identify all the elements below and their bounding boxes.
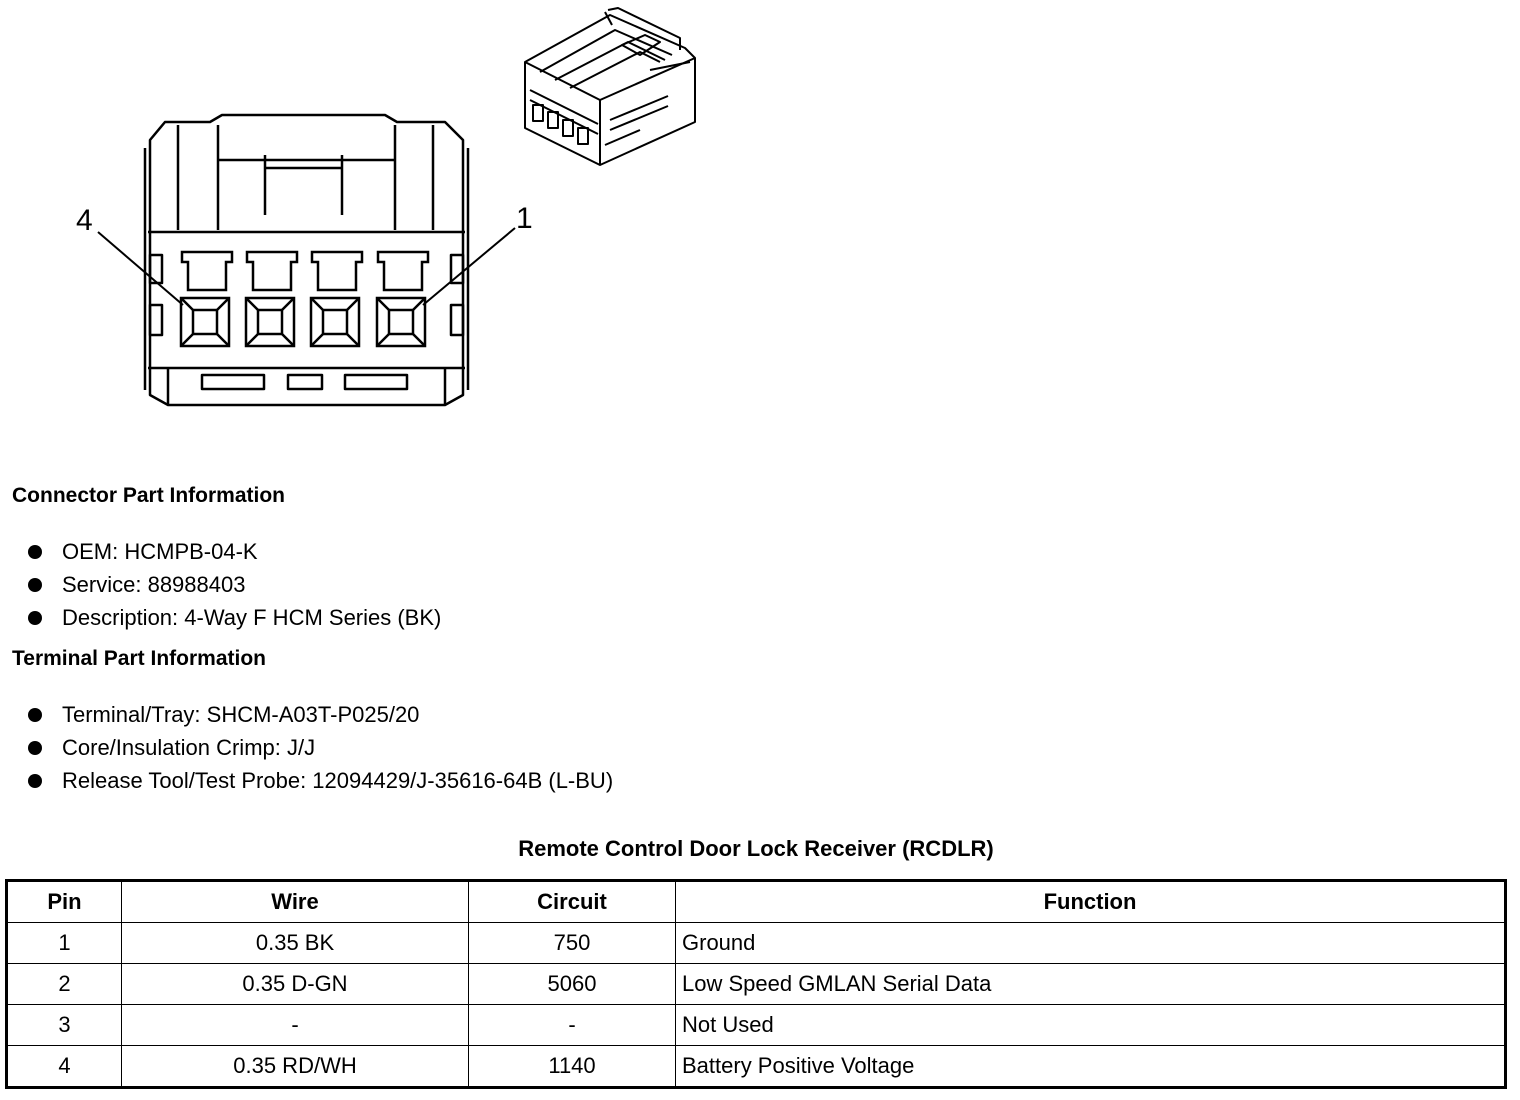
column-header-wire: Wire xyxy=(122,881,469,923)
table-header-row xyxy=(7,881,1506,923)
cell-circuit: 1140 xyxy=(469,1046,676,1088)
table-title: Remote Control Door Lock Receiver (RCDLR) xyxy=(518,836,994,861)
bullet-icon xyxy=(28,708,42,722)
connector-part-list xyxy=(28,535,441,634)
bullet-icon xyxy=(28,545,42,559)
cell-wire: 0.35 D-GN xyxy=(122,964,469,1005)
table-row xyxy=(7,1005,1506,1046)
terminal-part-information-heading: Terminal Part Information xyxy=(12,647,266,670)
cell-function: Low Speed GMLAN Serial Data xyxy=(676,964,1506,1005)
bullet-icon xyxy=(28,611,42,625)
connector-part-information-heading: Connector Part Information xyxy=(12,484,286,507)
cell-wire: 0.35 BK xyxy=(122,923,469,964)
cell-function: Not Used xyxy=(676,1005,1506,1046)
list-item: Release Tool/Test Probe: 12094429/J-35616-64B (L-BU) xyxy=(28,764,613,797)
bullet-icon xyxy=(28,741,42,755)
terminal-part-list xyxy=(28,698,613,797)
cell-circuit: - xyxy=(469,1005,676,1046)
cell-pin: 4 xyxy=(7,1046,122,1088)
connector-isometric-view xyxy=(525,8,695,165)
cell-wire: 0.35 RD/WH xyxy=(122,1046,469,1088)
cell-wire: - xyxy=(122,1005,469,1046)
cell-function: Ground xyxy=(676,923,1506,964)
column-header-pin: Pin xyxy=(7,881,122,923)
pin-label-1: 1 xyxy=(516,202,533,235)
pin-label-4: 4 xyxy=(76,204,93,237)
cavity-3 xyxy=(246,252,297,346)
list-item: OEM: HCMPB-04-K xyxy=(28,535,441,568)
cavity-4 xyxy=(181,252,232,346)
cavity-1 xyxy=(377,252,428,346)
bullet-icon xyxy=(28,774,42,788)
bullet-icon xyxy=(28,578,42,592)
pinout-table xyxy=(5,879,1507,1089)
list-item: Core/Insulation Crimp: J/J xyxy=(28,731,613,764)
table-row xyxy=(7,1046,1506,1088)
cell-circuit: 750 xyxy=(469,923,676,964)
table-row xyxy=(7,964,1506,1005)
cell-pin: 2 xyxy=(7,964,122,1005)
column-header-function: Function xyxy=(676,881,1506,923)
connector-housing xyxy=(150,115,463,405)
connector-diagram xyxy=(0,0,720,430)
cavity-2 xyxy=(311,252,362,346)
leader-line-pin-4 xyxy=(98,232,183,305)
table-row xyxy=(7,923,1506,964)
cell-pin: 3 xyxy=(7,1005,122,1046)
list-item: Service: 88988403 xyxy=(28,568,441,601)
list-item: Description: 4-Way F HCM Series (BK) xyxy=(28,601,441,634)
cell-function: Battery Positive Voltage xyxy=(676,1046,1506,1088)
cell-circuit: 5060 xyxy=(469,964,676,1005)
list-item: Terminal/Tray: SHCM-A03T-P025/20 xyxy=(28,698,613,731)
column-header-circuit: Circuit xyxy=(469,881,676,923)
cell-pin: 1 xyxy=(7,923,122,964)
